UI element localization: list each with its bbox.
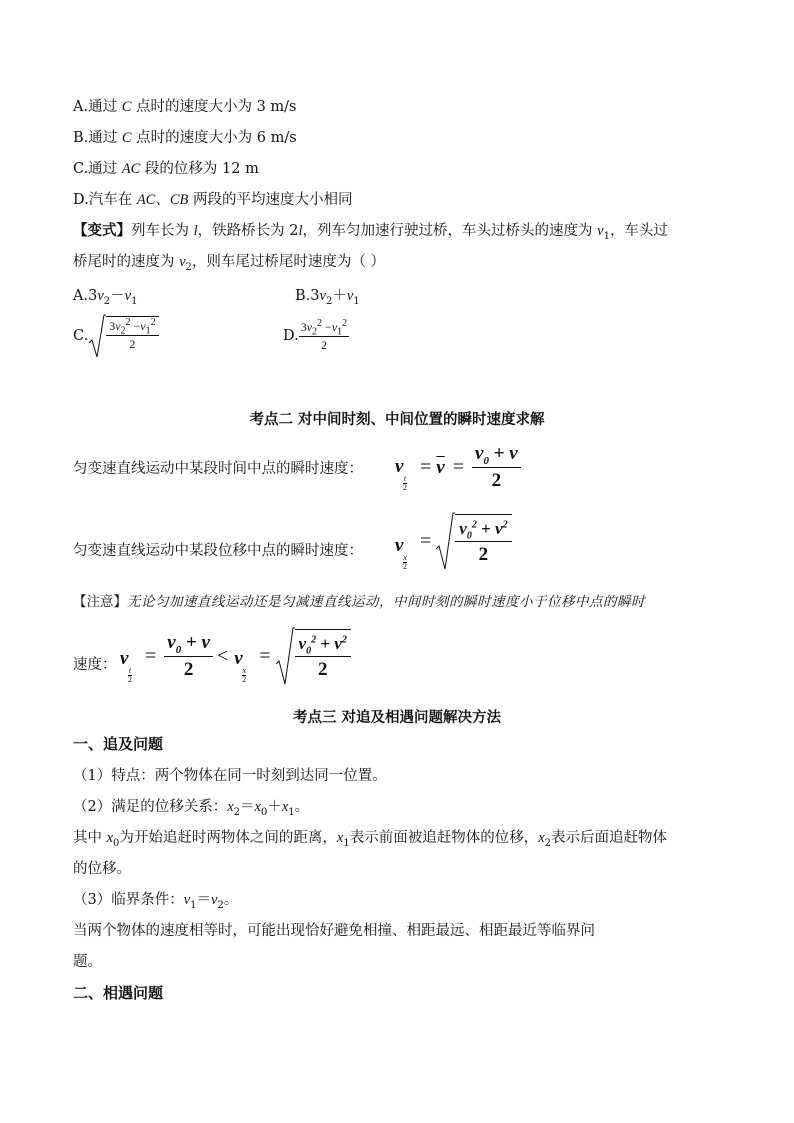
section-2-title: 考点二 对中间时刻、中间位置的瞬时速度求解 bbox=[249, 411, 545, 428]
middisp-formula: v x 2 = $v_0^2 + v^2$ 2 bbox=[393, 510, 512, 572]
section-3-title: 考点三 对追及相遇问题解决方法 bbox=[292, 709, 502, 726]
comparison-formula: v t 2 = $\frac{v_0 + v}{2}$ < v x 2 = $v_0^2 + v^2$ 2 bbox=[118, 625, 351, 687]
chase-feature: （1）特点：两个物体在同一时刻到达同一位置。 bbox=[73, 768, 387, 784]
note-line: 【注意】无论匀加速直线运动还是匀减速直线运动，中间时刻的瞬时速度小于位移中点的瞬时 bbox=[73, 594, 645, 610]
midtime-formula: v t 2 = $\overline{v}$ = $\frac{v_0 + v}{2}$ bbox=[393, 440, 521, 495]
speed-label: 速度： bbox=[73, 657, 117, 673]
chase-equal-speed-1: 当两个物体的速度相等时，可能出现恰好避免相撞、相距最远、相距最近等临界问 bbox=[73, 923, 595, 939]
variant-line-1: 【变式】列车长为 l，铁路桥长为 2l，列车匀加速行驶过桥，车头过桥头的速度为 $v_1$，车头过 bbox=[73, 222, 668, 242]
variant-line-2: 桥尾时的速度为 $v_2$，则车尾过桥尾时速度为（ ） bbox=[73, 254, 386, 273]
variant-option-c: C. $3v_2^2 -v_1^2$ 2 bbox=[73, 313, 159, 359]
option-b: B.通过 C 点时的速度大小为 6 m/s bbox=[73, 130, 297, 146]
middisp-text: 匀变速直线运动中某段位移中点的瞬时速度： bbox=[73, 543, 363, 559]
variant-option-d: D. $3v_2^2 -v_1^2$ 2 bbox=[283, 317, 348, 352]
option-a: A.通过 C 点时的速度大小为 3 m/s bbox=[73, 99, 297, 115]
variant-option-a: $A.3v_2-v_1$ bbox=[73, 288, 138, 307]
option-d: D.汽车在 AC、CB 两段的平均速度大小相同 bbox=[73, 192, 353, 208]
chase-critical: （3）临界条件：$v_1=v_2$。 bbox=[73, 892, 239, 911]
chase-explain-2: 的位移。 bbox=[73, 861, 131, 877]
heading-chase: 一、追及问题 bbox=[73, 735, 164, 753]
chase-explain-1: 其中 $x_0$为开始追赶时两物体之间的距离，$x_1$表示前面被追赶物体的位移，$x_2$表示后面追赶物体 bbox=[73, 830, 668, 849]
sqrt-sign-icon bbox=[88, 313, 106, 359]
option-c: C.通过 AC 段的位移为 12 m bbox=[73, 161, 259, 177]
chase-displacement: （2）满足的位移关系：$x_2=x_0+x_1$。 bbox=[73, 799, 310, 818]
chase-equal-speed-2: 题。 bbox=[73, 954, 102, 970]
heading-meet: 二、相遇问题 bbox=[73, 984, 164, 1002]
midtime-text: 匀变速直线运动中某段时间中点的瞬时速度： bbox=[73, 461, 363, 477]
sqrt-sign-icon bbox=[275, 626, 295, 686]
variant-option-b: $B.3v_2+v_1$ bbox=[295, 288, 360, 307]
sqrt-sign-icon bbox=[435, 511, 455, 571]
